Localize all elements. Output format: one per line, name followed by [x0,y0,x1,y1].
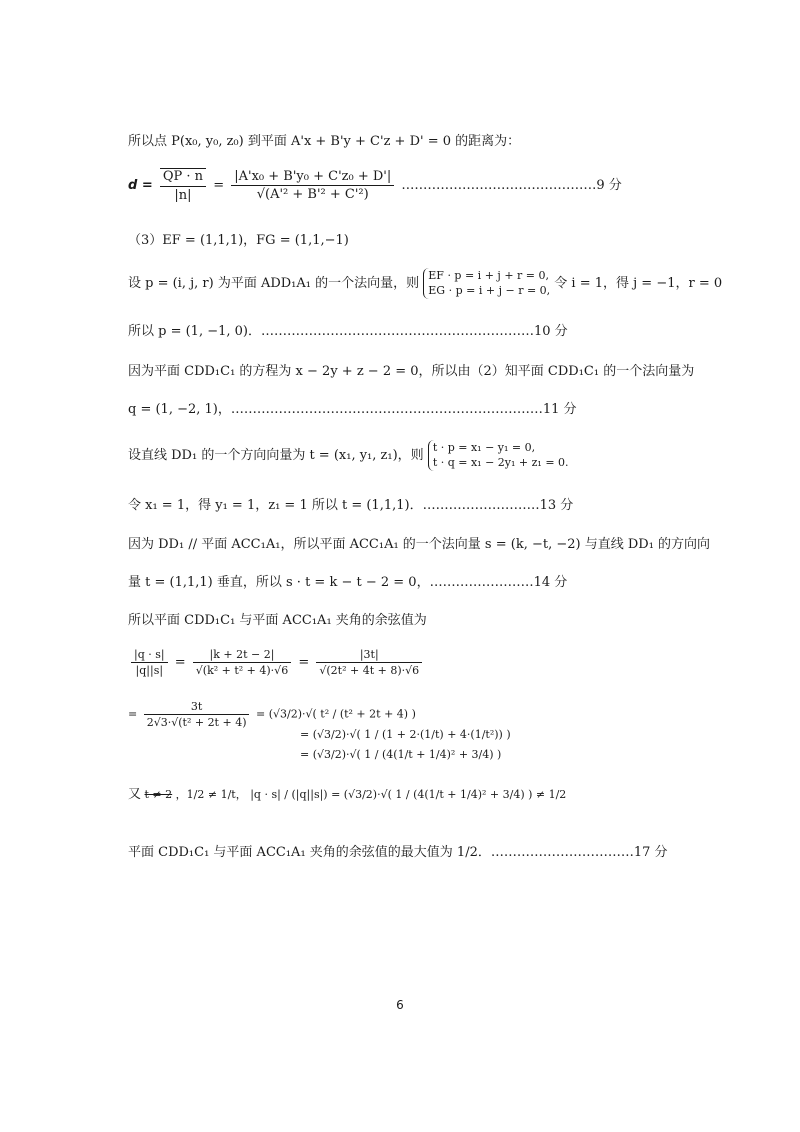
page-number: 6 [396,998,404,1012]
text-line-direction-t: 设直线 DD₁ 的一个方向向量为 t = (x₁, y₁, z₁)，则 t · p = x₁ − y₁ = 0, t · q = x₁ − 2y₁ + z₁ = 0. [128,441,569,470]
text-line-part3: （3）EF = (1,1,1)，FG = (1,1,−1) [128,233,349,248]
text-line-normal-p: 设 p = (i, j, r) 为平面 ADD₁A₁ 的一个法向量，则 EF · p = i + j + r = 0, EG · p = i + j − r = 0, 令 i = 1，得 j = −1，r = 0 [128,269,723,298]
text-line-perpendicular: 量 t = (1,1,1) 垂直，所以 s · t = k − t − 2 = 0，……………………14 分 [128,575,568,590]
equation-system-t: t · p = x₁ − y₁ = 0, t · q = x₁ − 2y₁ + z₁ = 0. [428,440,569,471]
text-line-distance-intro: 所以点 P(x₀, y₀, z₀) 到平面 A'x + B'y + C'z + D' = 0 的距离为： [128,134,521,149]
text-line-q-result: q = (1, −2, 1)，………………………………………………………………11 分 [128,402,577,417]
formula-cosine-3: = (√3/2)·√( 1 / (1 + 2·(1/t) + 4·(1/t²)) ) [300,728,511,741]
formula-cosine-4: = (√3/2)·√( 1 / (4(1/t + 1/4)² + 3/4) ) [300,748,502,761]
text-line-conclusion: 平面 CDD₁C₁ 与平面 ACC₁A₁ 夹角的余弦值的最大值为 1/2．……………………………17 分 [128,845,668,860]
formula-distance: d = $\frac{QP \cdot n}{|n|}$ = $\frac{\text{|A'x₀ + B'y₀ + C'z₀ + D'|}}{\text{√(A'² + B'² + C'²)}}$ ………………………………………9 分 [128,168,622,203]
formula-cosine-1: $\frac{|q \cdot s|}{|q||s|}$ = $\frac{|k + 2t - 2|}{\text{√(k² + t² + 4)·√6}}$ = $\frac{|3t|}{\text{√(2t² + 4t + 8)·√6}}$ [128,648,425,677]
text-line-plane-cdd1c1: 因为平面 CDD₁C₁ 的方程为 x − 2y + z − 2 = 0，所以由（2）知平面 CDD₁C₁ 的一个法向量为 [128,364,695,379]
text-line-parallel: 因为 DD₁ // 平面 ACC₁A₁，所以平面 ACC₁A₁ 的一个法向量 s = (k, −t, −2) 与直线 DD₁ 的方向向 [128,537,711,552]
formula-cosine-2: = $\frac{3t}{\text{2√3·√(t² + 2t + 4)}}$ = (√3/2)·√( t² / (t² + 2t + 4) ) [128,700,416,730]
text-line-cosine-intro: 所以平面 CDD₁C₁ 与平面 ACC₁A₁ 夹角的余弦值为 [128,613,427,628]
equation-system-p: EF · p = i + j + r = 0, EG · p = i + j − r = 0, [423,268,550,299]
formula-inequality: 又 t ≠ 2 ，1/2 ≠ 1/t， |q · s| / (|q||s|) = (√3/2)·√( 1 / (4(1/t + 1/4)² + 3/4) ) ≠ 1/2 [128,787,567,802]
text-line-t-result: 令 x₁ = 1，得 y₁ = 1，z₁ = 1 所以 t = (1,1,1)．………………………13 分 [128,498,574,513]
text-line-p-result: 所以 p = (1, −1, 0)．………………………………………………………10 分 [128,324,568,339]
score-9: ………………………………………9 分 [401,178,622,194]
